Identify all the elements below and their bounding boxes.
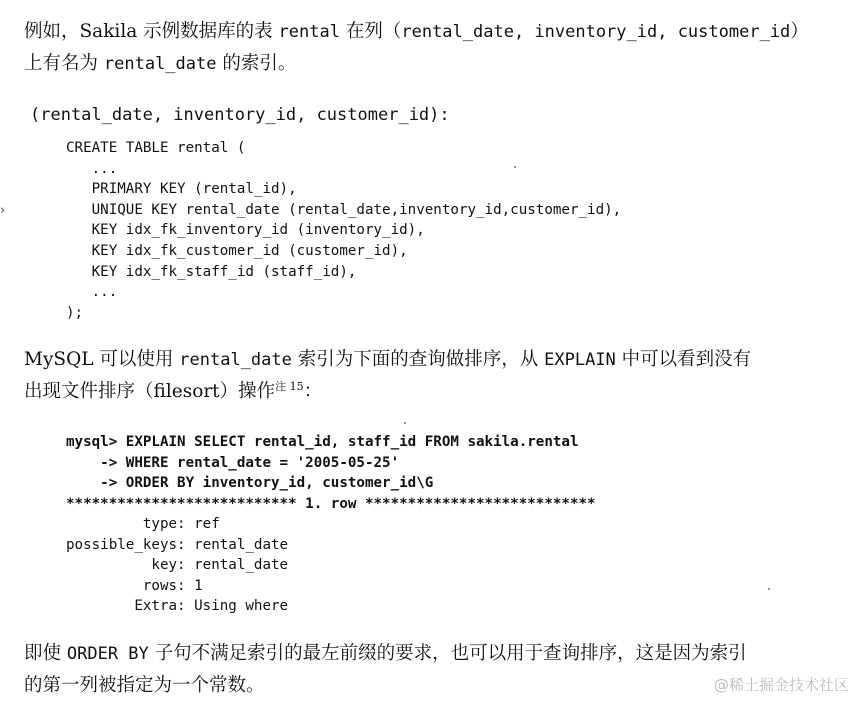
- outro-line-2: 的第一列被指定为一个常数。: [24, 675, 265, 696]
- watermark: @稀土掘金技术社区: [713, 676, 849, 694]
- inline-code-index-name: rental_date: [103, 54, 217, 74]
- mid-line-2: [24, 376, 824, 407]
- intro-line-1: [24, 16, 824, 48]
- intro-text-2-post: 的索引。: [216, 53, 297, 74]
- intro-line-2: [24, 48, 824, 80]
- intro-paragraph: [24, 16, 824, 80]
- intro-text-post: ）: [790, 21, 809, 42]
- intro-text: 例如，Sakila 示例数据库的表: [24, 21, 279, 42]
- mid-line-1: [24, 344, 824, 376]
- scan-speck: [768, 588, 770, 590]
- outro-text: 即使: [24, 643, 67, 664]
- footnote-ref[interactable]: 注 15: [275, 379, 304, 393]
- scan-speck: [514, 166, 516, 168]
- explain-result-code-block: type: ref possible_keys: rental_date key: rental_date rows: 1 Extra: Using where: [66, 516, 289, 615]
- intro-text-mid: 在列（: [339, 21, 402, 42]
- intro-text-2: 上有名为: [24, 53, 104, 74]
- inline-code-explain: EXPLAIN: [544, 350, 616, 370]
- inline-code-columns: rental_date, inventory_id, customer_id: [401, 22, 791, 42]
- inline-code-rental-date: rental_date: [179, 350, 292, 370]
- create-table-code-block: CREATE TABLE rental ( ... PRIMARY KEY (rental_id), UNIQUE KEY rental_date (rental_date,inventory_id,customer_id), KEY idx_fk_inventory_id (inventory_id), KEY idx_fk_customer_id (customer_id), KEY idx_fk_staff_id (staff_id), ... );: [66, 140, 622, 321]
- explain-query-code-block: mysql> EXPLAIN SELECT rental_id, staff_id FROM sakila.rental -> WHERE rental_date = '2005-05-25' -> ORDER BY inventory_id, customer_id\G *************************** 1. row ***************************: [66, 434, 596, 512]
- inline-code-order-by: ORDER BY: [66, 644, 149, 664]
- mid-text-4: 出现文件排序（filesort）操作: [24, 381, 276, 402]
- scan-speck: [404, 422, 406, 424]
- outro-text-2: 子句不满足索引的最左前缀的要求，也可以用于查询排序，这是因为索引: [148, 643, 747, 664]
- mid-text-5: ：: [303, 381, 323, 402]
- outro-paragraph: [24, 638, 824, 701]
- mid-text-2: 索引为下面的查询做排序，从: [291, 349, 545, 370]
- mid-text-3: 中可以看到没有: [615, 349, 752, 370]
- mid-text: MySQL 可以使用: [24, 349, 180, 370]
- mid-paragraph: [24, 344, 824, 407]
- index-signature: (rental_date, inventory_id, customer_id):: [30, 105, 450, 125]
- outro-line-1: [24, 638, 824, 670]
- inline-code-rental: rental: [278, 22, 340, 42]
- margin-arrow-icon: ›: [0, 203, 6, 218]
